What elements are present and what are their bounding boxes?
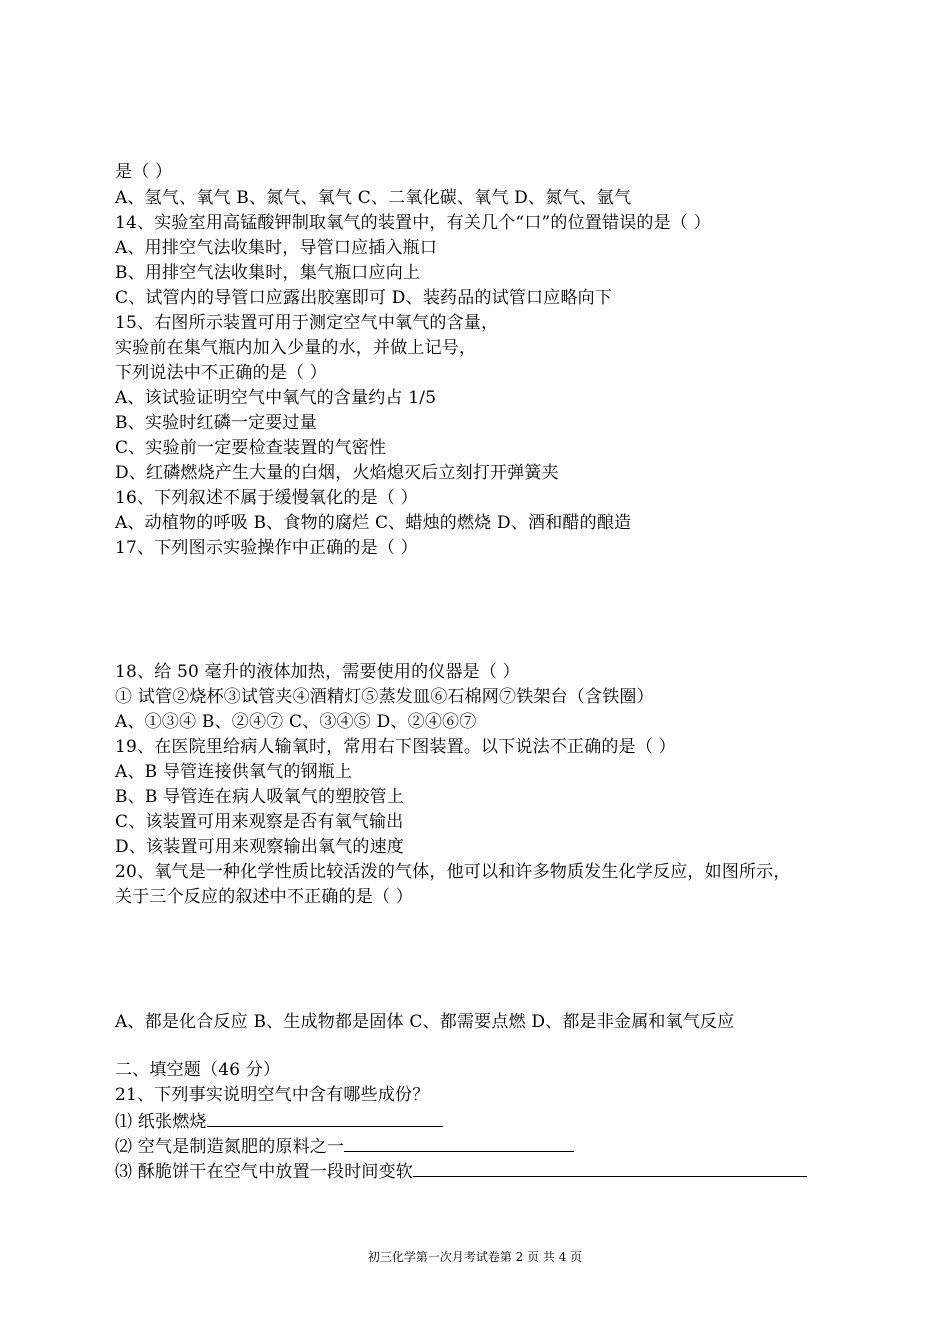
q20-options: A、都是化合反应 B、生成物都是固体 C、都需要点燃 D、都是非金属和氧气反应 bbox=[115, 1012, 735, 1032]
q17-stem: 17、下列图示实验操作中正确的是（ ） bbox=[115, 538, 418, 558]
answer-blank-3[interactable] bbox=[413, 1158, 807, 1177]
q13-tail: 是（ ） bbox=[115, 162, 173, 182]
q15-option-b: B、实验时红磷一定要过量 bbox=[115, 413, 317, 433]
q14-option-cd: C、试管内的导管口应露出胶塞即可 D、装药品的试管口应略向下 bbox=[115, 288, 613, 308]
q19-option-d: D、该装置可用来观察输出氧气的速度 bbox=[115, 837, 405, 857]
answer-blank-1[interactable] bbox=[207, 1108, 443, 1127]
q15-option-a: A、该试验证明空气中氧气的含量约占 1/5 bbox=[115, 388, 437, 408]
answer-blank-2[interactable] bbox=[344, 1133, 574, 1152]
q21-item-2-label: ⑵ 空气是制造氮肥的原料之一 bbox=[115, 1137, 345, 1157]
q21-stem: 21、下列事实说明空气中含有哪些成份？ bbox=[115, 1085, 430, 1105]
q21-item-1-label: ⑴ 纸张燃烧 bbox=[115, 1112, 207, 1132]
q16-stem: 16、下列叙述不属于缓慢氧化的是（ ） bbox=[115, 488, 418, 508]
q19-option-b: B、B 导管连在病人吸氧气的塑胶管上 bbox=[115, 787, 404, 807]
q18-stem: 18、给 50 毫升的液体加热，需要使用的仪器是（ ） bbox=[115, 662, 520, 682]
q19-stem: 19、在医院里给病人输氧时，常用右下图装置。以下说法不正确的是（ ） bbox=[115, 737, 676, 757]
q15-stem-3: 下列说法中不正确的是（ ） bbox=[115, 363, 328, 383]
q20-stem-1: 20、氧气是一种化学性质比较活泼的气体，他可以和许多物质发生化学反应，如图所示， bbox=[115, 862, 791, 882]
q15-stem-2: 实验前在集气瓶内加入少量的水，并做上记号， bbox=[115, 338, 477, 358]
q14-option-b: B、用排空气法收集时，集气瓶口应向上 bbox=[115, 263, 421, 283]
q20-stem-2: 关于三个反应的叙述中不正确的是（ ） bbox=[115, 887, 414, 907]
q19-option-a: A、B 导管连接供氧气的钢瓶上 bbox=[115, 762, 353, 782]
q16-options: A、动植物的呼吸 B、食物的腐烂 C、蜡烛的燃烧 D、酒和醋的酿造 bbox=[115, 513, 632, 533]
q18-instruments: ① 试管②烧杯③试管夹④酒精灯⑤蒸发皿⑥石棉网⑦铁架台（含铁圈） bbox=[115, 687, 654, 707]
q15-stem-1: 15、右图所示装置可用于测定空气中氧气的含量， bbox=[115, 313, 499, 333]
q14-option-a: A、用排空气法收集时，导管口应插入瓶口 bbox=[115, 238, 438, 258]
q21-item-2 bbox=[115, 1133, 574, 1159]
q21-item-3 bbox=[115, 1158, 807, 1184]
q19-option-c: C、该装置可用来观察是否有氧气输出 bbox=[115, 812, 404, 832]
section-title: 二、填空题（46 分） bbox=[115, 1060, 281, 1080]
q21-item-3-label: ⑶ 酥脆饼干在空气中放置一段时间变软 bbox=[115, 1162, 414, 1182]
q18-options: A、①③④ B、②④⑦ C、③④⑤ D、②④⑥⑦ bbox=[115, 712, 477, 732]
q15-option-d: D、红磷燃烧产生大量的白烟，火焰熄灭后立刻打开弹簧夹 bbox=[115, 463, 559, 483]
q13-options: A、氢气、氧气 B、氮气、氧气 C、二氧化碳、氧气 D、氮气、氩气 bbox=[115, 188, 632, 208]
q21-item-1 bbox=[115, 1108, 443, 1134]
page-footer: 初三化学第一次月考试卷第 2 页 共 4 页 bbox=[367, 1250, 583, 1264]
q15-option-c: C、实验前一定要检查装置的气密性 bbox=[115, 438, 387, 458]
q14-stem: 14、实验室用高锰酸钾制取氧气的装置中，有关几个“口”的位置错误的是（ ） bbox=[115, 213, 711, 233]
